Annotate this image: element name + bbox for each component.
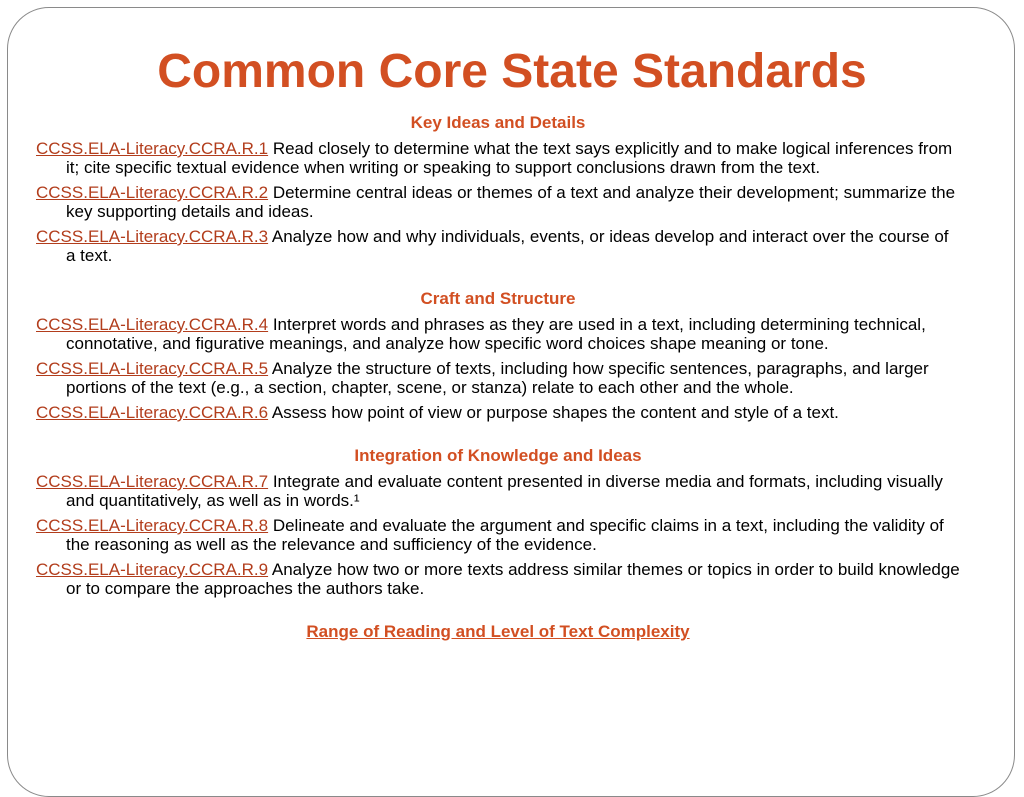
section-heading: Range of Reading and Level of Text Complexity	[306, 622, 690, 641]
standard-item	[36, 516, 960, 554]
standards-content	[36, 113, 960, 648]
standard-text: Delineate and evaluate the argument and specific claims in a text, including the validity of the reasoning as well as the relevance and sufficiency of the evidence.	[66, 516, 944, 554]
standard-link-r3[interactable]: CCSS.ELA-Literacy.CCRA.R.3	[36, 227, 269, 246]
section-integration	[36, 446, 960, 598]
standard-link-r5[interactable]: CCSS.ELA-Literacy.CCRA.R.5	[36, 359, 269, 378]
standard-text: Assess how point of view or purpose shapes the content and style of a text.	[271, 403, 839, 422]
standard-item	[36, 183, 960, 221]
standard-text: Integrate and evaluate content presented in diverse media and formats, including visually and quantitatively, as well as in words.¹	[66, 472, 943, 510]
section-key-ideas	[36, 113, 960, 265]
section-heading: Craft and Structure	[420, 289, 576, 308]
standard-text: Determine central ideas or themes of a text and analyze their development; summarize the key supporting details and ideas.	[66, 183, 956, 221]
standard-text: Interpret words and phrases as they are used in a text, including determining technical, connotative, and figurative meanings, and analyze how specific word choices shape meaning or tone.	[66, 315, 926, 353]
standard-link-r4[interactable]: CCSS.ELA-Literacy.CCRA.R.4	[36, 315, 269, 334]
standard-item	[36, 403, 960, 422]
standard-link-r6[interactable]: CCSS.ELA-Literacy.CCRA.R.6	[36, 403, 269, 422]
section-craft-structure	[36, 289, 960, 422]
section-range-complexity	[36, 622, 960, 642]
standard-item	[36, 472, 960, 510]
standard-text: Analyze how two or more texts address similar themes or topics in order to build knowledge or to compare the approaches the authors take.	[66, 560, 960, 598]
standard-link-r2[interactable]: CCSS.ELA-Literacy.CCRA.R.2	[36, 183, 269, 202]
standard-item	[36, 227, 960, 265]
standard-text: Read closely to determine what the text says explicitly and to make logical inferences from it; cite specific textual evidence when writing or speaking to support conclusions drawn from the text.	[66, 139, 953, 177]
section-heading: Integration of Knowledge and Ideas	[354, 446, 642, 465]
standard-text: Analyze the structure of texts, including how specific sentences, paragraphs, and larger portions of the text (e.g., a section, chapter, scene, or stanza) relate to each other and the whole.	[66, 359, 929, 397]
standard-item	[36, 139, 960, 177]
section-heading: Key Ideas and Details	[410, 113, 586, 132]
standard-link-r7[interactable]: CCSS.ELA-Literacy.CCRA.R.7	[36, 472, 269, 491]
standard-link-r8[interactable]: CCSS.ELA-Literacy.CCRA.R.8	[36, 516, 269, 535]
page-title: Common Core State Standards	[157, 45, 867, 98]
standard-link-r1[interactable]: CCSS.ELA-Literacy.CCRA.R.1	[36, 139, 269, 158]
standard-item	[36, 315, 960, 353]
standard-item	[36, 359, 960, 397]
standard-text: Analyze how and why individuals, events, or ideas develop and interact over the course of a text.	[66, 227, 949, 265]
standard-link-r9[interactable]: CCSS.ELA-Literacy.CCRA.R.9	[36, 560, 269, 579]
standard-item	[36, 560, 960, 598]
